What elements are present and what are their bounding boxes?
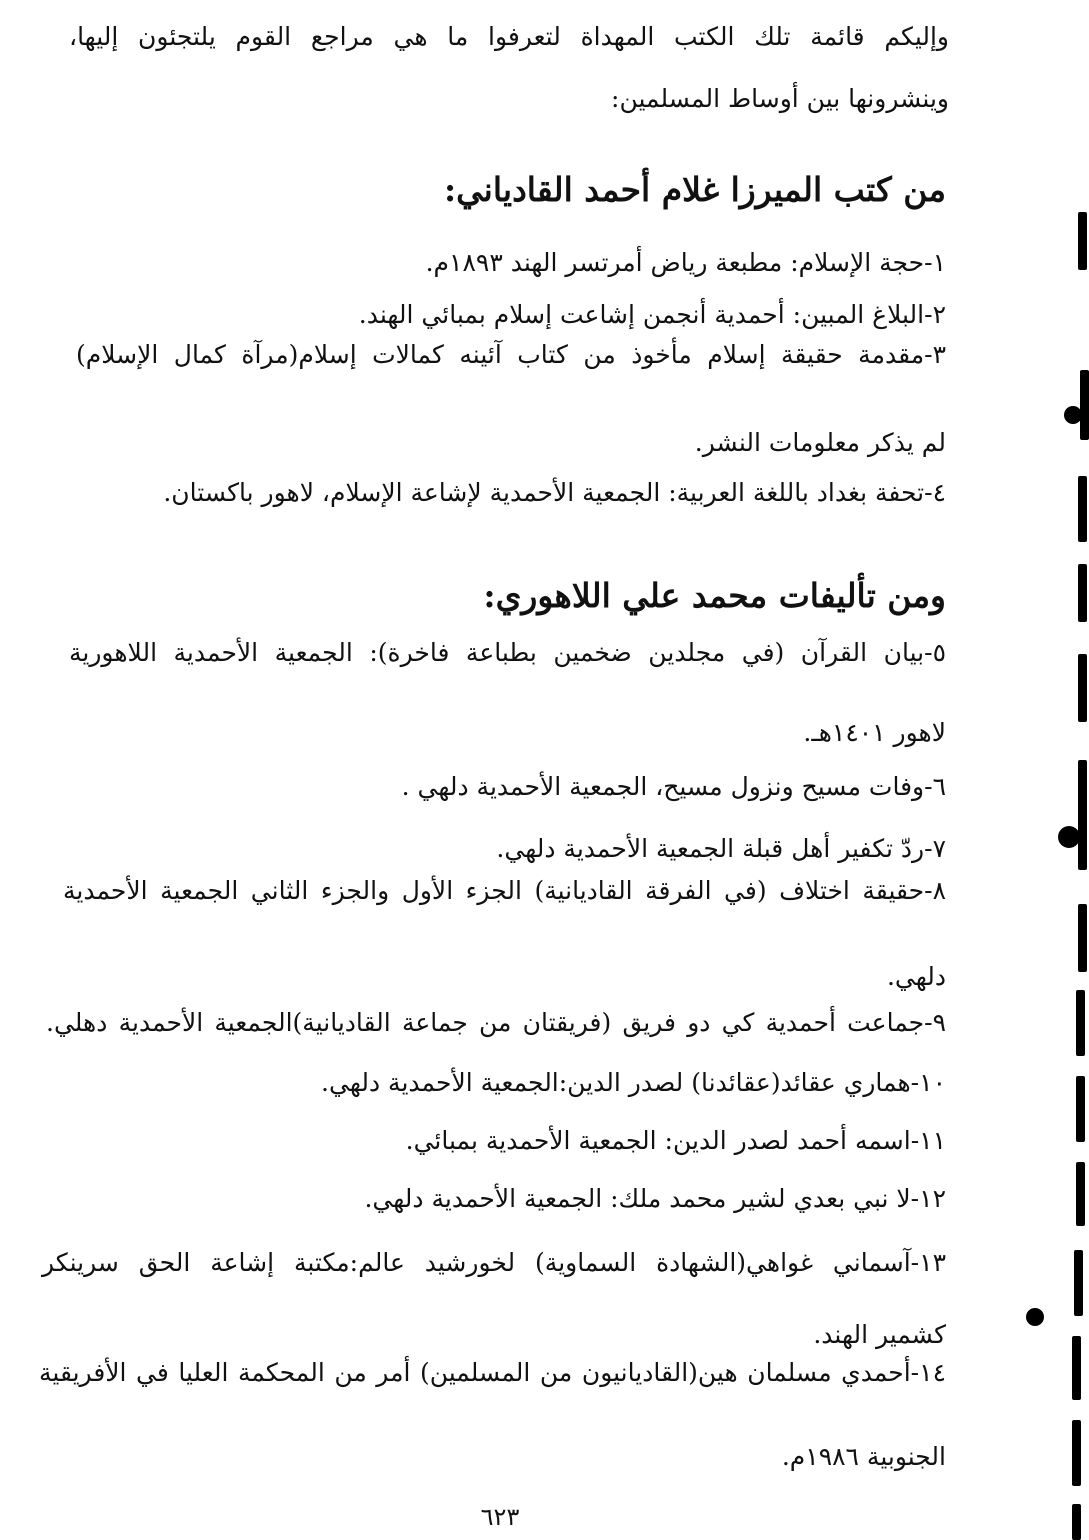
binding-mark bbox=[1078, 904, 1087, 972]
binding-mark bbox=[1078, 476, 1087, 542]
binding-mark bbox=[1074, 1250, 1083, 1316]
list-item-continuation: دلهي. bbox=[886, 962, 946, 991]
binding-mark bbox=[1072, 1504, 1081, 1540]
binding-mark bbox=[1078, 212, 1087, 270]
binding-mark bbox=[1080, 370, 1089, 440]
page-number: ٦٢٣ bbox=[480, 1503, 520, 1531]
list-item: ٨-حقيقة اختلاف (في الفرقة القاديانية) الجزء الأول والجزء الثاني الجمعية الأحمدية bbox=[63, 876, 946, 905]
binding-mark bbox=[1078, 760, 1087, 826]
binding-mark bbox=[1078, 564, 1087, 622]
list-item: ٧-ردّ تكفير أهل قبلة الجمعية الأحمدية دلهي. bbox=[496, 834, 946, 863]
list-item: ١٤-أحمدي مسلمان هين(القاديانيون من المسلمين) أمر من المحكمة العليا في الأفريقية bbox=[39, 1358, 946, 1387]
list-item: ١٢-لا نبي بعدي لشير محمد ملك: الجمعية الأحمدية دلهي. bbox=[364, 1184, 946, 1213]
section-heading-lahori: ومن تأليفات محمد علي اللاهوري: bbox=[483, 576, 946, 615]
list-item: ١٣-آسماني غواهي(الشهادة السماوية) لخورشيد عالم:مكتبة إشاعة الحق سرينكر bbox=[42, 1248, 946, 1277]
intro-line-2: وينشرونها بين أوساط المسلمين: bbox=[611, 84, 949, 113]
binding-mark bbox=[1076, 990, 1085, 1056]
list-item: ٩-جماعت أحمدية كي دو فريق (فريقتان من جماعة القاديانية)الجمعية الأحمدية دهلي. bbox=[46, 1008, 946, 1037]
list-item: ٦-وفات مسيح ونزول مسيح، الجمعية الأحمدية دلهي . bbox=[401, 772, 946, 801]
list-item: ١١-اسمه أحمد لصدر الدين: الجمعية الأحمدية بمبائي. bbox=[405, 1126, 946, 1155]
list-item-continuation: كشمير الهند. bbox=[813, 1320, 946, 1349]
list-item: ١٠-هماري عقائد(عقائدنا) لصدر الدين:الجمعية الأحمدية دلهي. bbox=[321, 1068, 946, 1097]
binding-dot bbox=[1058, 826, 1080, 848]
intro-line-1: وإليكم قائمة تلك الكتب المهداة لتعرفوا ما هي مراجع القوم يلتجئون إليها، bbox=[69, 22, 949, 51]
list-item: ٤-تحفة بغداد باللغة العربية: الجمعية الأحمدية لإشاعة الإسلام، لاهور باكستان. bbox=[163, 478, 946, 507]
binding-mark bbox=[1072, 1420, 1081, 1486]
list-item-continuation: الجنوبية ١٩٨٦م. bbox=[781, 1442, 946, 1471]
list-item: ١-حجة الإسلام: مطبعة رياض أمرتسر الهند ١٨٩٣م. bbox=[425, 248, 946, 277]
binding-mark bbox=[1078, 820, 1087, 870]
list-item: ٢-البلاغ المبين: أحمدية أنجمن إشاعت إسلام بمبائي الهند. bbox=[358, 300, 946, 329]
binding-mark bbox=[1078, 654, 1087, 722]
binding-mark bbox=[1076, 1076, 1085, 1142]
list-item: ٥-بيان القرآن (في مجلدين ضخمين بطباعة فاخرة): الجمعية الأحمدية اللاهورية bbox=[69, 638, 946, 667]
section-heading-mirza: من كتب الميرزا غلام أحمد القادياني: bbox=[443, 170, 946, 209]
list-item-continuation: لم يذكر معلومات النشر. bbox=[694, 428, 946, 457]
binding-dot bbox=[1026, 1308, 1044, 1326]
binding-mark bbox=[1072, 1336, 1081, 1400]
binding-mark bbox=[1076, 1162, 1085, 1226]
list-item-continuation: لاهور ١٤٠١هـ. bbox=[803, 718, 946, 747]
list-item: ٣-مقدمة حقيقة إسلام مأخوذ من كتاب آئينه كمالات إسلام(مرآة كمال الإسلام) bbox=[76, 340, 946, 369]
